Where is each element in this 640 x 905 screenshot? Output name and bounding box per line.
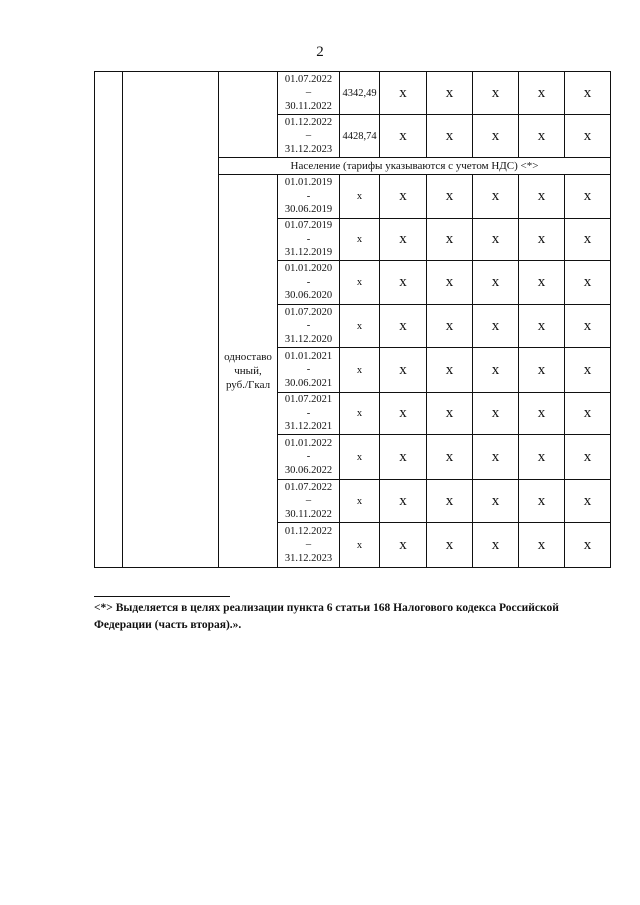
unit-label (219, 175, 278, 568)
period-start: 01.01.2019 (284, 177, 333, 189)
empty-mark-cell: x (565, 480, 611, 523)
empty-mark-cell: x (427, 393, 473, 435)
tariff-value: x (340, 261, 380, 305)
period-sep: – (305, 495, 312, 507)
table-body (95, 72, 611, 568)
empty-mark-cell: x (565, 115, 611, 158)
empty-mark-cell: x (380, 261, 427, 305)
empty-mark-cell: x (380, 219, 427, 261)
period-end: 30.11.2022 (285, 508, 332, 520)
period-cell (278, 175, 340, 219)
unit-label-line: одноставо (224, 351, 272, 363)
period-start: 01.12.2022 (284, 116, 333, 128)
empty-mark-cell: x (565, 435, 611, 480)
empty-mark-cell: x (427, 72, 473, 115)
period-start: 01.01.2021 (284, 350, 333, 362)
period-cell (278, 115, 340, 158)
empty-mark-cell: x (427, 435, 473, 480)
period-start: 01.07.2022 (284, 73, 333, 85)
empty-mark-cell: x (473, 348, 519, 393)
period-cell (278, 348, 340, 393)
period-start: 01.07.2022 (284, 481, 333, 493)
tariff-table (94, 71, 611, 568)
period-end: 31.12.2023 (284, 552, 333, 564)
empty-mark-cell: x (473, 523, 519, 568)
period-cell (278, 435, 340, 480)
period-end: 30.06.2021 (284, 377, 333, 389)
period-cell (278, 393, 340, 435)
period-cell (278, 261, 340, 305)
empty-mark-cell: x (473, 305, 519, 348)
empty-mark-cell: x (519, 72, 565, 115)
empty-mark-cell: x (380, 523, 427, 568)
empty-mark-cell: x (380, 115, 427, 158)
period-cell (278, 219, 340, 261)
unit-label-line: чный, (234, 365, 262, 377)
tariff-value: x (340, 219, 380, 261)
empty-mark-cell: x (519, 348, 565, 393)
tariff-value: 4342,49 (340, 72, 380, 115)
tariff-value: x (340, 435, 380, 480)
period-start: 01.01.2020 (284, 263, 333, 275)
period-start: 01.12.2022 (284, 525, 333, 537)
period-sep: - (306, 407, 311, 419)
empty-mark-cell: x (473, 72, 519, 115)
empty-column-cell (123, 72, 219, 568)
tariff-value: x (340, 523, 380, 568)
section-title: Население (тарифы указываются с учетом НДС) <*> (219, 158, 611, 175)
empty-mark-cell: x (473, 480, 519, 523)
empty-mark-cell: x (565, 72, 611, 115)
empty-mark-cell: x (565, 348, 611, 393)
empty-column-cell (95, 72, 123, 568)
empty-mark-cell: x (427, 305, 473, 348)
period-end: 31.12.2021 (284, 421, 333, 433)
page-number: 2 (316, 44, 324, 60)
empty-mark-cell: x (473, 115, 519, 158)
period-cell (278, 480, 340, 523)
empty-mark-cell: x (427, 348, 473, 393)
empty-mark-cell: x (380, 305, 427, 348)
empty-mark-cell: x (380, 348, 427, 393)
empty-mark-cell: x (380, 435, 427, 480)
tariff-value: x (340, 305, 380, 348)
empty-mark-cell: x (380, 72, 427, 115)
period-end: 30.06.2022 (284, 464, 333, 476)
period-sep: - (306, 276, 311, 288)
table-row (95, 72, 611, 115)
empty-mark-cell: x (565, 261, 611, 305)
footnote-divider (94, 596, 230, 597)
period-end: 30.11.2022 (285, 100, 332, 112)
empty-mark-cell: x (519, 435, 565, 480)
period-end: 31.12.2019 (284, 247, 333, 259)
unit-cell-empty (219, 72, 278, 158)
empty-mark-cell: x (519, 261, 565, 305)
tariff-value: x (340, 175, 380, 219)
empty-mark-cell: x (427, 175, 473, 219)
period-start: 01.01.2022 (284, 437, 333, 449)
empty-mark-cell: x (473, 219, 519, 261)
period-sep: - (306, 364, 311, 376)
empty-mark-cell: x (565, 523, 611, 568)
period-start: 01.07.2019 (284, 220, 333, 232)
empty-mark-cell: x (519, 305, 565, 348)
empty-mark-cell: x (380, 175, 427, 219)
empty-mark-cell: x (427, 480, 473, 523)
period-start: 01.07.2021 (284, 394, 333, 406)
tariff-value: 4428,74 (340, 115, 380, 158)
period-sep: - (306, 451, 311, 463)
period-cell (278, 305, 340, 348)
period-sep: - (306, 190, 311, 202)
footnote: <*> Выделяется в целях реализации пункта 6 статьи 168 Налогового кодекса Российской Федерации (часть вторая).». (94, 602, 559, 631)
tariff-value: x (340, 480, 380, 523)
period-sep: - (306, 233, 311, 245)
period-end: 30.06.2020 (284, 290, 333, 302)
empty-mark-cell: x (380, 480, 427, 523)
empty-mark-cell: x (427, 115, 473, 158)
empty-mark-cell: x (519, 219, 565, 261)
period-end: 31.12.2020 (284, 333, 333, 345)
unit-label-line: руб./Гкал (225, 379, 271, 391)
empty-mark-cell: x (565, 305, 611, 348)
period-cell (278, 523, 340, 568)
period-cell (278, 72, 340, 115)
empty-mark-cell: x (380, 393, 427, 435)
period-sep: - (306, 320, 311, 332)
tariff-value: x (340, 393, 380, 435)
period-end: 30.06.2019 (284, 204, 333, 216)
empty-mark-cell: x (473, 261, 519, 305)
period-sep: – (305, 539, 312, 551)
period-end: 31.12.2023 (284, 143, 333, 155)
empty-mark-cell: x (519, 480, 565, 523)
empty-mark-cell: x (473, 435, 519, 480)
empty-mark-cell: x (519, 393, 565, 435)
empty-mark-cell: x (519, 523, 565, 568)
period-sep: – (305, 87, 312, 99)
empty-mark-cell: x (519, 115, 565, 158)
empty-mark-cell: x (565, 175, 611, 219)
empty-mark-cell: x (427, 523, 473, 568)
period-start: 01.07.2020 (284, 306, 333, 318)
empty-mark-cell: x (565, 219, 611, 261)
empty-mark-cell: x (427, 261, 473, 305)
empty-mark-cell: x (565, 393, 611, 435)
period-sep: – (305, 130, 312, 142)
tariff-value: x (340, 348, 380, 393)
empty-mark-cell: x (473, 175, 519, 219)
empty-mark-cell: x (519, 175, 565, 219)
empty-mark-cell: x (473, 393, 519, 435)
empty-mark-cell: x (427, 219, 473, 261)
